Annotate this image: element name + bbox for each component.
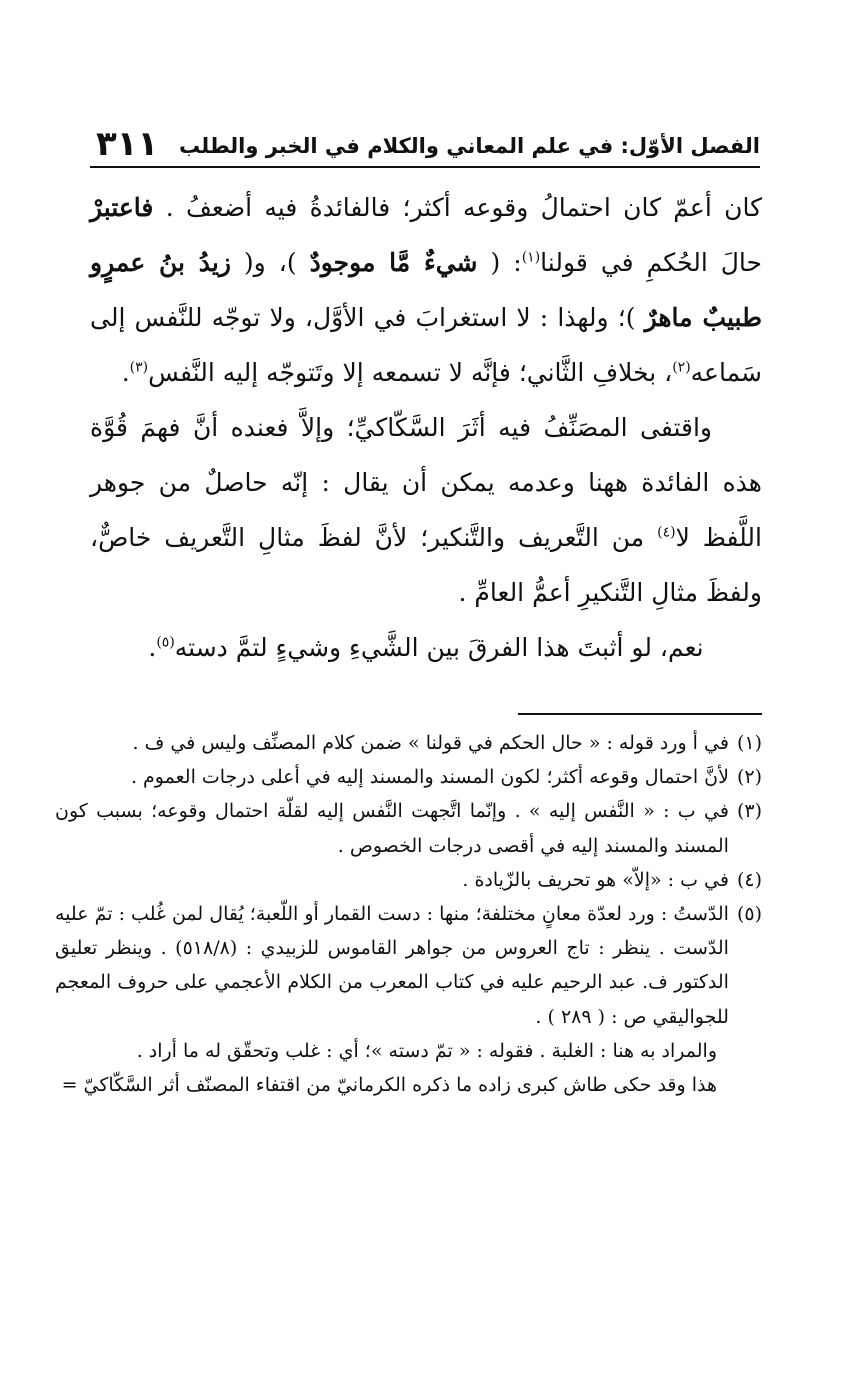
text-run: )، و( <box>230 248 310 277</box>
text-run: )؛ ولهذا : لا استغرابَ في الأوَّل، ولا توجّه للنَّفس إلى سَماعه <box>90 303 762 387</box>
footnote-number: (٥) <box>736 903 762 926</box>
footnote-3 <box>55 794 762 862</box>
footnote-text: في ب : «إلاّ» هو تحريف بالزّيادة . <box>462 868 729 891</box>
footnote-ref-3: (٣) <box>129 359 149 376</box>
footnote-text: الدّستُ : ورد لعدّة معانٍ مختلفة؛ منها : دست القمار أو اللّعبة؛ يُقال لمن غُلب : تمّ عليه الدّست . ينظر : تاج العروس من جواهر القاموس للزبيدي : (٥١٨/٨) . وينظر تعليق الدكتور ف. عبد الرحيم عليه في كتاب المعرب من الكلام الأعجمي على حروف المعجم للجواليقي ص : ( ٢٨٩ ) . <box>55 903 729 1028</box>
footnote-text: لأنَّ احتمال وقوعه أكثر؛ لكون المسند والمسند إليه في أعلى درجات العموم . <box>130 766 729 789</box>
footnote-2 <box>55 760 762 794</box>
footnote-ref-4: (٤) <box>657 524 676 541</box>
footnote-text: في ب : « النَّفس إليه » . وإنّما اتَّجهت النَّفس إليه لقلّة احتمال وقوعه؛ بسبب كون المسند والمسند إليه في أقصى درجات الخصوص . <box>55 800 729 857</box>
paragraph-3 <box>90 620 762 675</box>
footnote-ref-5: (٥) <box>156 634 175 651</box>
bold-example-1: شيءٌ مَّا موجودٌ <box>309 248 478 277</box>
footnote-5-continuation: والمراد به هنا : الغلبة . فقوله : « تمّ دسته »؛ أي : غلب وتحقّق له ما أراد . <box>136 1039 717 1062</box>
footnote-4 <box>55 863 762 897</box>
footnote-1 <box>55 726 762 760</box>
text-run: واقتفى المصَنِّفُ فيه أثَرَ السَّكّاكيِّ؛ وإلاَّ فعنده أنَّ فهمَ قُوَّة هذه الفائدة ههنا وعدمه يمكن أن يقال : إنّه حاصلٌ من جوهر اللَّفظ لا <box>90 413 762 552</box>
text-run: . <box>148 633 157 662</box>
text-run: كان أعمّ كان احتمالُ وقوعه أكثر؛ فالفائدةُ فيه أضعفُ . <box>153 193 762 222</box>
footnote-5-continuation: هذا وقد حكى طاش كبرى زاده ما ذكره الكرمانيّ من اقتفاء المصنّف أثر السَّكّاكيّ = <box>61 1074 717 1097</box>
bold-text: فاعتبرْ <box>90 193 154 222</box>
footnote-separator <box>518 713 762 715</box>
footnote-number: (٣) <box>736 800 762 823</box>
text-run: حالَ الحُكمِ في قولنا <box>540 248 763 277</box>
text-run: . <box>121 358 130 387</box>
bold-example-2: زيدُ بنُ عمرٍو طبيبٌ ماهرٌ <box>90 248 762 332</box>
footnote-5 <box>55 897 762 1034</box>
footnote-ref-1: (١) <box>521 249 541 266</box>
chapter-title: الفصل الأوّل: في علم المعاني والكلام في الخبر والطلب <box>179 134 760 158</box>
footnotes <box>55 726 762 1102</box>
footnote-number: (٤) <box>736 868 762 891</box>
footnote-text: في أ ورد قوله : « حال الحكم في قولنا » ضمن كلام المصنِّف وليس في ف . <box>132 732 729 754</box>
page-number: ٣١١ <box>96 124 159 164</box>
text-run: نعم، لو أثبتَ هذا الفرقَ بين الشَّيءِ وشيءٍ لتمَّ دسته <box>174 633 704 662</box>
paragraph-2 <box>90 400 762 620</box>
main-text <box>90 180 762 675</box>
text-run: ، بخلافِ الثَّاني؛ فإنَّه لا تسمعه إلا وتَتوجّه إليه النَّفس <box>148 358 673 387</box>
paragraph-1 <box>90 180 762 400</box>
footnote-number: (٢) <box>736 766 762 789</box>
footnote-number: (١) <box>736 732 762 754</box>
running-header <box>90 124 760 168</box>
text-run: : ( <box>477 248 522 277</box>
footnote-ref-2: (٢) <box>672 359 691 376</box>
text-run: من التَّعريف والتَّنكير؛ لأنَّ لفظَ مثالِ التَّعريف خاصٌّ، ولفظَ مثالِ التَّنكيرِ أعمُّ العامِّ . <box>90 523 762 607</box>
